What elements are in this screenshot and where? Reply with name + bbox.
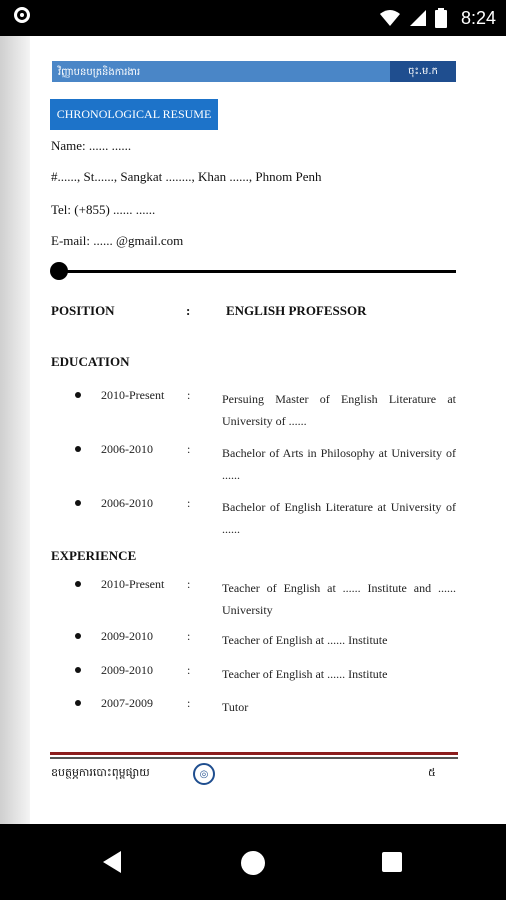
divider-line — [64, 270, 456, 273]
status-icons — [379, 6, 496, 30]
footer-page-number: ៥ — [428, 766, 436, 779]
education-date: 2006-2010 — [101, 442, 153, 456]
education-desc: Bachelor of Arts in Philosophy at University of ...... — [222, 446, 456, 482]
education-date: 2006-2010 — [101, 496, 153, 510]
resume-title: CHRONOLOGICAL RESUME — [50, 99, 218, 130]
clock: 8:24 — [460, 7, 496, 28]
footer-rule-bottom — [50, 757, 458, 759]
page-edge-shadow — [0, 36, 30, 824]
ilo-logo-icon: ◎ — [193, 763, 215, 785]
education-colon: : — [187, 442, 191, 456]
experience-heading: EXPERIENCE — [51, 548, 137, 563]
position-value: ENGLISH PROFESSOR — [226, 303, 367, 318]
wifi-icon — [379, 9, 401, 27]
experience-desc: Teacher of English at ...... Institute — [222, 633, 388, 647]
status-bar — [0, 0, 506, 36]
contact-address: #......, St......, Sangkat ........, Khan ......, Phnom Penh — [51, 169, 322, 184]
bullet — [75, 500, 81, 506]
bullet — [75, 392, 81, 398]
experience-desc: Teacher of English at ...... Institute — [222, 667, 388, 681]
experience-date: 2007-2009 — [101, 696, 153, 710]
experience-desc: Teacher of English at ...... Institute and ...... University — [222, 581, 456, 617]
home-icon[interactable] — [241, 851, 265, 875]
contact-tel: Tel: (+855) ...... ...... — [51, 202, 156, 217]
education-colon: : — [187, 496, 191, 510]
experience-desc: Tutor — [222, 700, 249, 714]
contact-name: Name: ...... ...... — [51, 138, 132, 153]
document-header-band — [52, 61, 456, 82]
bullet — [75, 700, 81, 706]
battery-icon — [435, 8, 447, 28]
recording-icon — [14, 7, 30, 23]
experience-colon: : — [187, 696, 191, 710]
header-left-text: វិញ្ញាបនបត្រនិងការងារ — [58, 67, 141, 78]
bullet — [75, 446, 81, 452]
education-colon: : — [187, 388, 191, 402]
education-date: 2010-Present — [101, 388, 165, 402]
signal-icon — [409, 9, 427, 27]
position-colon: : — [186, 303, 191, 318]
bullet — [75, 667, 81, 673]
document-page[interactable] — [30, 36, 506, 824]
education-desc: Bachelor of English Literature at University of ...... — [222, 500, 456, 536]
footer-left-text: ឧបត្ថម្ភការបោះពុម្ពផ្សាយ — [51, 766, 150, 779]
recents-icon[interactable] — [382, 852, 402, 872]
position-label: POSITION — [51, 303, 115, 318]
experience-colon: : — [187, 629, 191, 643]
experience-colon: : — [187, 663, 191, 677]
back-icon[interactable] — [103, 851, 121, 873]
experience-date: 2009-2010 — [101, 663, 153, 677]
header-right-text: ចុះ.ម.ក — [390, 61, 456, 82]
experience-colon: : — [187, 577, 191, 591]
footer-rule-top — [50, 752, 458, 755]
education-desc: Persuing Master of English Literature at University of ...... — [222, 392, 456, 428]
experience-date: 2010-Present — [101, 577, 165, 591]
bullet — [75, 581, 81, 587]
bullet — [75, 633, 81, 639]
contact-email: E-mail: ...... @gmail.com — [51, 233, 184, 248]
navigation-bar — [0, 824, 506, 900]
education-heading: EDUCATION — [51, 354, 130, 369]
experience-date: 2009-2010 — [101, 629, 153, 643]
